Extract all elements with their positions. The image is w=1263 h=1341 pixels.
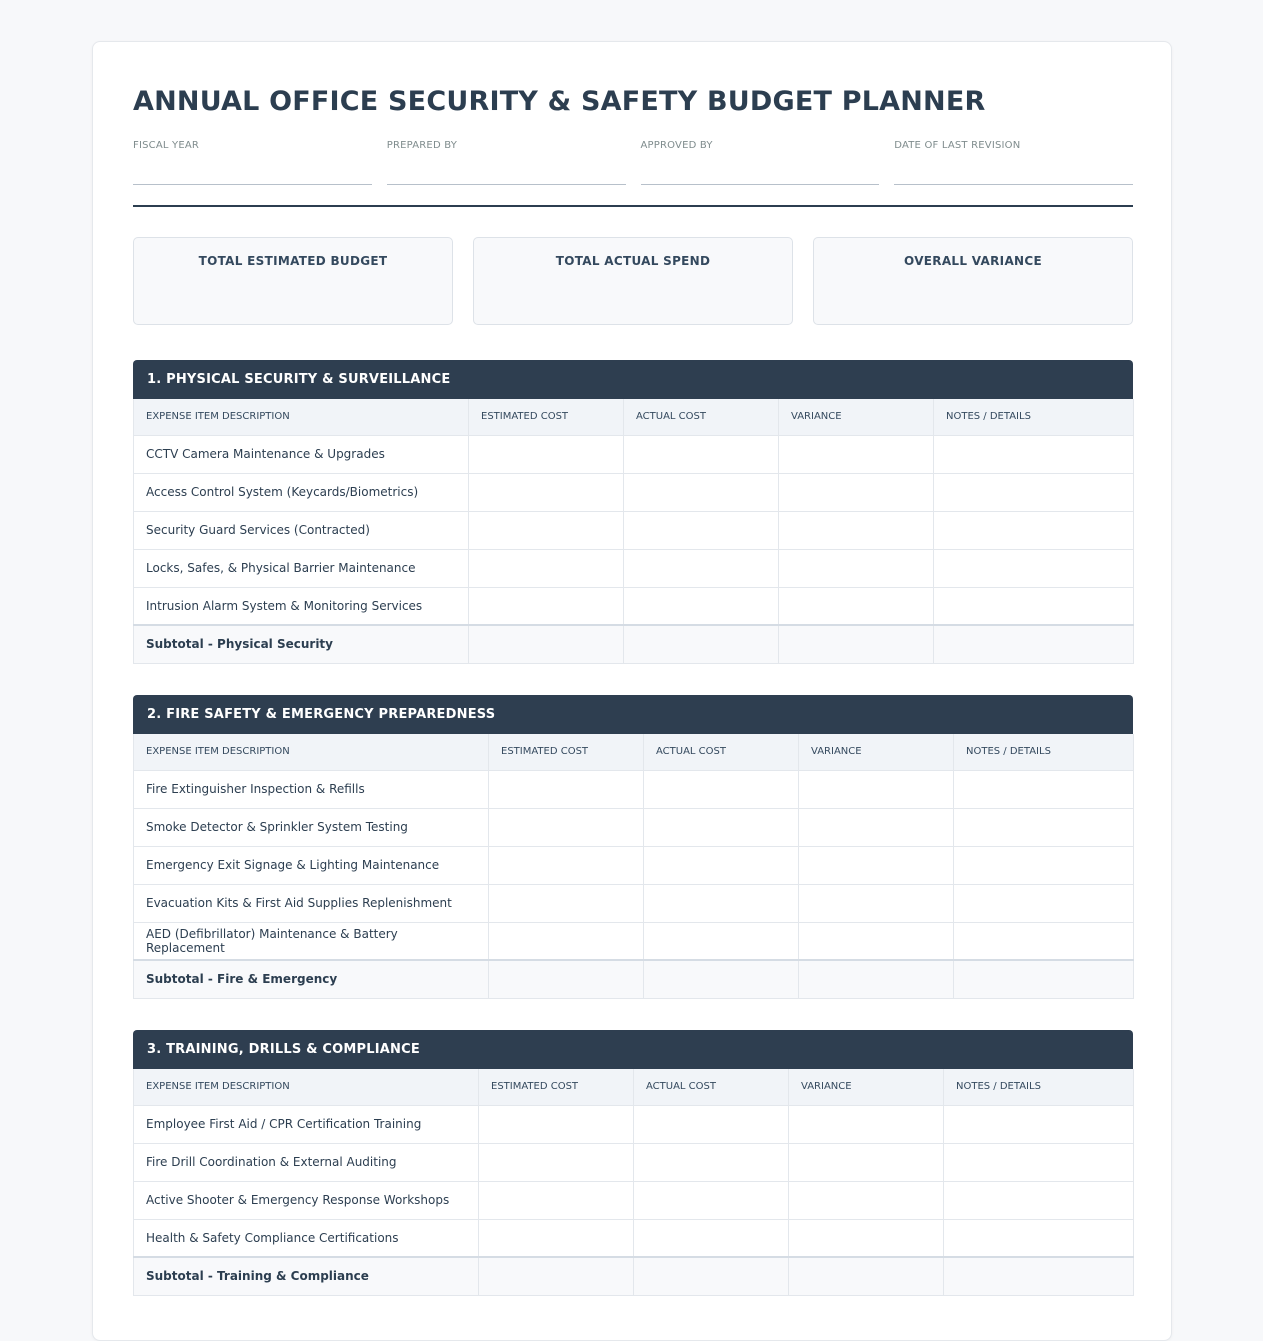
actual-cost-cell[interactable] <box>624 549 779 587</box>
subtotal-actual-cell[interactable] <box>644 960 799 998</box>
col-variance: VARIANCE <box>789 1069 944 1105</box>
fiscal-year-field[interactable] <box>133 140 372 185</box>
item-description: Intrusion Alarm System & Monitoring Services <box>134 587 469 625</box>
prepared-by-line <box>387 184 626 185</box>
item-description: Locks, Safes, & Physical Barrier Maintenance <box>134 549 469 587</box>
section-title: 3. TRAINING, DRILLS & COMPLIANCE <box>133 1030 1133 1069</box>
col-estimated: ESTIMATED COST <box>489 734 644 770</box>
estimated-cost-cell[interactable] <box>479 1219 634 1257</box>
prepared-by-field[interactable] <box>387 140 626 185</box>
actual-cost-cell[interactable] <box>644 846 799 884</box>
total-actual-label: TOTAL ACTUAL SPEND <box>555 254 711 268</box>
col-actual: ACTUAL COST <box>624 399 779 435</box>
col-notes: NOTES / DETAILS <box>944 1069 1134 1105</box>
table-row <box>134 808 1134 846</box>
variance-cell[interactable] <box>789 1105 944 1143</box>
variance-cell[interactable] <box>799 922 954 960</box>
subtotal-label: Subtotal - Fire & Emergency <box>134 960 489 998</box>
expense-table <box>133 399 1134 664</box>
item-description: Fire Extinguisher Inspection & Refills <box>134 770 489 808</box>
col-variance: VARIANCE <box>779 399 934 435</box>
total-estimated-label: TOTAL ESTIMATED BUDGET <box>198 254 388 268</box>
item-description: CCTV Camera Maintenance & Upgrades <box>134 435 469 473</box>
total-estimated-card <box>133 237 453 325</box>
variance-cell[interactable] <box>799 808 954 846</box>
subtotal-estimated-cell[interactable] <box>479 1257 634 1295</box>
subtotal-actual-cell[interactable] <box>634 1257 789 1295</box>
item-description: Fire Drill Coordination & External Auditing <box>134 1143 479 1181</box>
variance-cell[interactable] <box>789 1143 944 1181</box>
subtotal-estimated-cell[interactable] <box>489 960 644 998</box>
item-description: Security Guard Services (Contracted) <box>134 511 469 549</box>
revision-date-line <box>894 184 1133 185</box>
actual-cost-cell[interactable] <box>644 884 799 922</box>
table-row <box>134 511 1134 549</box>
item-description: Health & Safety Compliance Certifications <box>134 1219 479 1257</box>
variance-cell[interactable] <box>779 549 934 587</box>
notes-cell[interactable] <box>934 473 1134 511</box>
overall-variance-card <box>813 237 1133 325</box>
notes-cell[interactable] <box>944 1181 1134 1219</box>
subtotal-row <box>134 1257 1134 1295</box>
subtotal-row <box>134 960 1134 998</box>
fiscal-year-label: FISCAL YEAR <box>133 140 200 151</box>
estimated-cost-cell[interactable] <box>489 922 644 960</box>
actual-cost-cell[interactable] <box>634 1219 789 1257</box>
estimated-cost-cell[interactable] <box>489 770 644 808</box>
subtotal-notes-cell[interactable] <box>944 1257 1134 1295</box>
table-header-row <box>134 734 1134 770</box>
table-row <box>134 435 1134 473</box>
budget-document <box>92 41 1172 1341</box>
estimated-cost-cell[interactable] <box>469 473 624 511</box>
notes-cell[interactable] <box>934 587 1134 625</box>
notes-cell[interactable] <box>934 549 1134 587</box>
notes-cell[interactable] <box>944 1105 1134 1143</box>
notes-cell[interactable] <box>954 846 1134 884</box>
col-estimated: ESTIMATED COST <box>479 1069 634 1105</box>
item-description: Evacuation Kits & First Aid Supplies Replenishment <box>134 884 489 922</box>
variance-cell[interactable] <box>779 511 934 549</box>
item-description: AED (Defibrillator) Maintenance & Battery Replacement <box>134 922 489 960</box>
actual-cost-cell[interactable] <box>624 435 779 473</box>
variance-cell[interactable] <box>799 884 954 922</box>
subtotal-notes-cell[interactable] <box>934 625 1134 663</box>
estimated-cost-cell[interactable] <box>489 808 644 846</box>
actual-cost-cell[interactable] <box>624 511 779 549</box>
variance-cell[interactable] <box>779 435 934 473</box>
estimated-cost-cell[interactable] <box>469 511 624 549</box>
section-title: 1. PHYSICAL SECURITY & SURVEILLANCE <box>133 360 1133 399</box>
header-divider <box>133 205 1133 207</box>
section-physical-security <box>133 360 1133 664</box>
table-row <box>134 1143 1134 1181</box>
subtotal-label: Subtotal - Training & Compliance <box>134 1257 479 1295</box>
subtotal-notes-cell[interactable] <box>954 960 1134 998</box>
item-description: Emergency Exit Signage & Lighting Maintenance <box>134 846 489 884</box>
item-description: Employee First Aid / CPR Certification Training <box>134 1105 479 1143</box>
col-notes: NOTES / DETAILS <box>934 399 1134 435</box>
estimated-cost-cell[interactable] <box>479 1143 634 1181</box>
estimated-cost-cell[interactable] <box>469 587 624 625</box>
notes-cell[interactable] <box>954 770 1134 808</box>
table-row <box>134 770 1134 808</box>
item-description: Active Shooter & Emergency Response Workshops <box>134 1181 479 1219</box>
variance-cell[interactable] <box>789 1181 944 1219</box>
variance-cell[interactable] <box>799 770 954 808</box>
section-title: 2. FIRE SAFETY & EMERGENCY PREPAREDNESS <box>133 695 1133 734</box>
col-variance: VARIANCE <box>799 734 954 770</box>
total-actual-card <box>473 237 793 325</box>
estimated-cost-cell[interactable] <box>489 846 644 884</box>
revision-date-field[interactable] <box>894 140 1133 185</box>
actual-cost-cell[interactable] <box>644 808 799 846</box>
expense-table <box>133 1069 1134 1296</box>
table-row <box>134 846 1134 884</box>
actual-cost-cell[interactable] <box>634 1143 789 1181</box>
col-estimated: ESTIMATED COST <box>469 399 624 435</box>
subtotal-actual-cell[interactable] <box>624 625 779 663</box>
col-actual: ACTUAL COST <box>634 1069 789 1105</box>
page-title: ANNUAL OFFICE SECURITY & SAFETY BUDGET PLANNER <box>133 86 986 117</box>
estimated-cost-cell[interactable] <box>469 435 624 473</box>
table-row <box>134 1219 1134 1257</box>
approved-by-label: APPROVED BY <box>640 140 713 151</box>
variance-cell[interactable] <box>789 1219 944 1257</box>
subtotal-variance-cell[interactable] <box>779 625 934 663</box>
table-row <box>134 884 1134 922</box>
overall-variance-label: OVERALL VARIANCE <box>904 254 1042 268</box>
item-description: Smoke Detector & Sprinkler System Testing <box>134 808 489 846</box>
expense-table <box>133 734 1134 999</box>
notes-cell[interactable] <box>944 1143 1134 1181</box>
section-training-compliance <box>133 1030 1133 1296</box>
subtotal-row <box>134 625 1134 663</box>
notes-cell[interactable] <box>954 922 1134 960</box>
notes-cell[interactable] <box>934 435 1134 473</box>
actual-cost-cell[interactable] <box>644 770 799 808</box>
variance-cell[interactable] <box>779 473 934 511</box>
fiscal-year-line <box>133 184 372 185</box>
section-fire-safety <box>133 695 1133 999</box>
table-row <box>134 1105 1134 1143</box>
item-description: Access Control System (Keycards/Biometrics) <box>134 473 469 511</box>
notes-cell[interactable] <box>954 808 1134 846</box>
subtotal-variance-cell[interactable] <box>799 960 954 998</box>
table-row <box>134 587 1134 625</box>
actual-cost-cell[interactable] <box>624 587 779 625</box>
estimated-cost-cell[interactable] <box>469 549 624 587</box>
revision-date-label: DATE OF LAST REVISION <box>894 140 1021 151</box>
prepared-by-label: PREPARED BY <box>386 140 458 151</box>
estimated-cost-cell[interactable] <box>479 1105 634 1143</box>
col-description: EXPENSE ITEM DESCRIPTION <box>134 399 469 435</box>
subtotal-estimated-cell[interactable] <box>469 625 624 663</box>
estimated-cost-cell[interactable] <box>479 1181 634 1219</box>
notes-cell[interactable] <box>944 1219 1134 1257</box>
col-actual: ACTUAL COST <box>644 734 799 770</box>
notes-cell[interactable] <box>934 511 1134 549</box>
variance-cell[interactable] <box>799 846 954 884</box>
actual-cost-cell[interactable] <box>634 1181 789 1219</box>
table-header-row <box>134 1069 1134 1105</box>
subtotal-label: Subtotal - Physical Security <box>134 625 469 663</box>
subtotal-variance-cell[interactable] <box>789 1257 944 1295</box>
table-row <box>134 922 1134 960</box>
actual-cost-cell[interactable] <box>624 473 779 511</box>
actual-cost-cell[interactable] <box>644 922 799 960</box>
table-row <box>134 1181 1134 1219</box>
table-row <box>134 473 1134 511</box>
actual-cost-cell[interactable] <box>634 1105 789 1143</box>
col-description: EXPENSE ITEM DESCRIPTION <box>134 1069 479 1105</box>
notes-cell[interactable] <box>954 884 1134 922</box>
variance-cell[interactable] <box>779 587 934 625</box>
estimated-cost-cell[interactable] <box>489 884 644 922</box>
col-description: EXPENSE ITEM DESCRIPTION <box>134 734 489 770</box>
approved-by-field[interactable] <box>641 140 880 185</box>
table-row <box>134 549 1134 587</box>
approved-by-line <box>641 184 880 185</box>
summary-cards <box>133 237 1133 325</box>
col-notes: NOTES / DETAILS <box>954 734 1134 770</box>
meta-fields <box>133 140 1133 185</box>
table-header-row <box>134 399 1134 435</box>
